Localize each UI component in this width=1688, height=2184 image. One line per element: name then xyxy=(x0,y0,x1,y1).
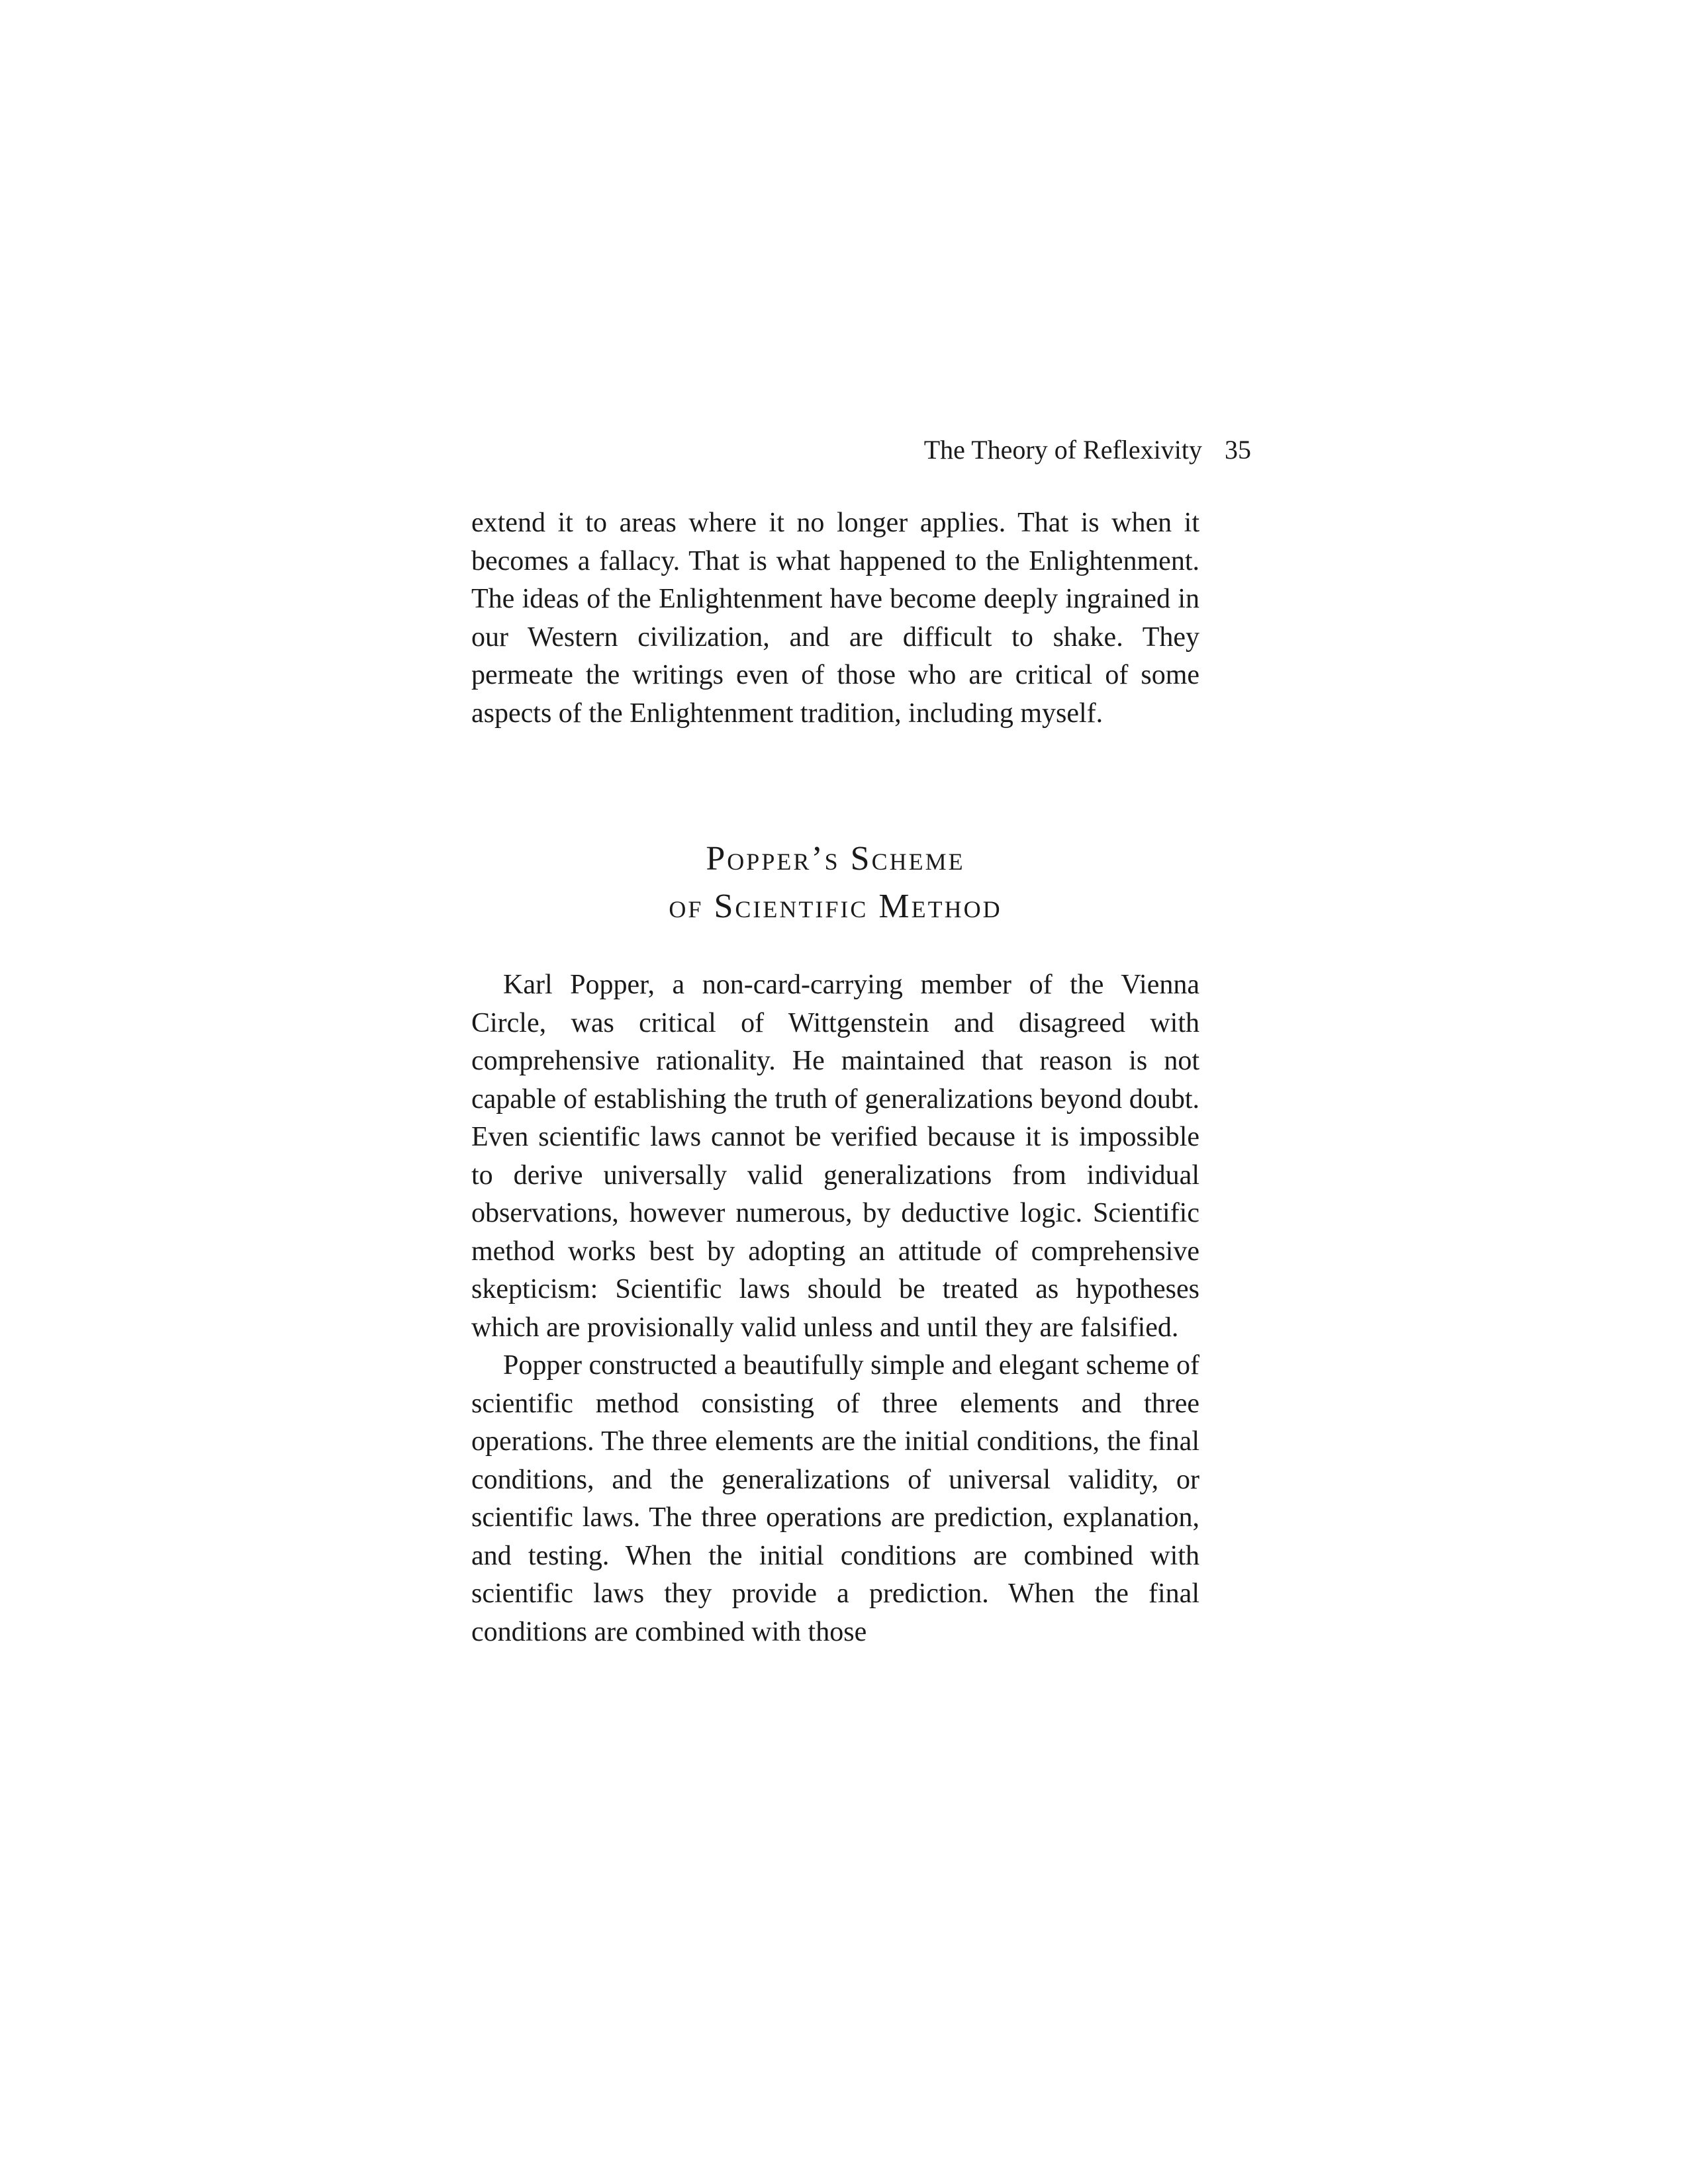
running-head-title: The Theory of Reflexivity xyxy=(923,435,1202,465)
section-heading xyxy=(471,835,1199,931)
section-heading-line-2: of Scientific Method xyxy=(669,887,1002,925)
section-heading-line-1: Popper’s Scheme xyxy=(706,840,965,878)
text-block-top xyxy=(471,504,1199,733)
page-number: 35 xyxy=(1225,435,1251,465)
paragraph-popper-skepticism: Karl Popper, a non-card-carrying member of the Vienna Circle, was critical of Wittgenstein and disagreed with comprehensive rationality. He maintained that reason is not capable of establishing the truth of generalizations beyond doubt. Even scientific laws cannot be verified because it is impossible to derive universally valid generalizations from individual observations, however numerous, by deductive logic. Scientific method works best by adopting an attitude of comprehensive skepticism: Scientific laws should be treated as hypotheses which are provisionally valid unless and until they are falsified. xyxy=(471,970,1199,1343)
text-block-bottom xyxy=(471,966,1199,1651)
running-head xyxy=(924,432,1251,469)
paragraph-popper-scheme: Popper constructed a beautifully simple and elegant scheme of scientific method consisting of three elements and three operations. The three elements are the initial conditions, the final conditions, and the generalizations of universal validity, or scientific laws. The three operations are prediction, explanation, and testing. When the initial conditions are combined with scientific laws they provide a prediction. When the final conditions are combined with those xyxy=(471,1350,1199,1647)
paragraph-continued: extend it to areas where it no longer applies. That is when it becomes a fallacy. That is what happened to the Enlightenment. The ideas of the Enlightenment have become deeply ingrained in our Western civilization, and are difficult to shake. They permeate the writings even of those who are critical of some aspects of the Enlightenment tradition, including myself. xyxy=(471,508,1199,729)
